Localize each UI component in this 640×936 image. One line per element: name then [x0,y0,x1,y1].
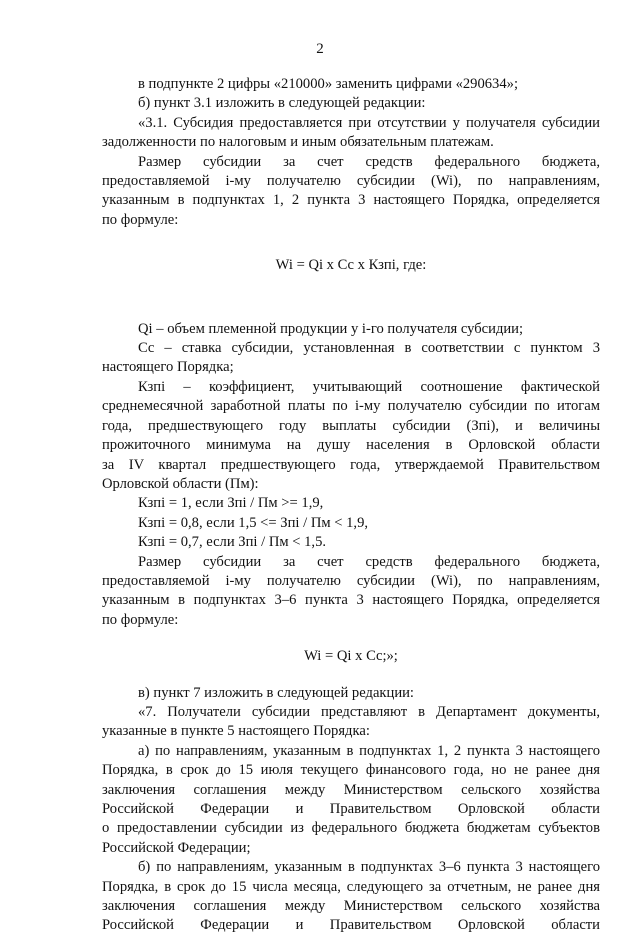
page-number: 2 [316,41,324,57]
spacer [102,630,600,647]
text-line: Кзпi = 0,7, если Зпi / Пм < 1,5. [138,534,327,551]
text-line: Сс – ставка субсидии, установленная в соответствии с пунктом 3 [138,340,600,357]
text-line: среднемесячной заработной платы по i-му получателю субсидии по итогам [102,398,600,415]
formula-2: Wi = Qi х Сс;»; [304,648,398,665]
text-line: Российской Федерации и Правительством Орловской области [102,801,600,817]
text-line: Размер субсидии за счет средств федерального бюджета, [138,153,600,170]
text-line: задолженности по налоговым и иным обязательным платежам. [102,134,494,151]
text-line: б) по направлениям, указанным в подпунктах 3–6 пункта 3 настоящего [138,859,600,876]
text-line: в подпункте 2 цифры «210000» заменить цифрами «290634»; [138,76,518,92]
text-line: Порядка, в срок до 15 июля текущего финансового года, но не ранее дня [102,762,600,779]
text-line: в) пункт 7 изложить в следующей редакции: [138,684,414,701]
text-line: Российской Федерации и Правительством Орловской области [102,917,600,934]
text-line: предоставляемой i-му получателю субсидии (Wi), по направлениям, [102,572,600,589]
text-line: Порядка, в срок до 15 числа месяца, следующего за отчетным, не ранее дня [102,878,600,895]
text-line: Кзпi = 0,8, если 1,5 <= Зпi / Пм < 1,9, [138,514,369,531]
text-line: Орловской области (Пм): [102,475,259,492]
text-line: предоставляемой i-му получателю субсидии (Wi), по направлениям, [102,173,600,190]
text-line: указанным в подпунктах 1, 2 пункта 3 настоящего Порядка, определяется [102,192,600,209]
text-line: указанным в подпунктах 3–6 пункта 3 настоящего Порядка, определяется [102,592,600,609]
text-line: прожиточного минимума на душу населения в Орловской области [102,437,600,454]
text-line: по формуле: [102,211,179,228]
text-line: Кзпi = 1, если Зпi / Пм >= 1,9, [138,495,324,512]
text-line: б) пункт 3.1 изложить в следующей редакции: [138,95,426,112]
text-line: а) по направлениям, указанным в подпунктах 1, 2 пункта 3 настоящего [138,742,600,759]
document-body [102,75,600,936]
text-line: Размер субсидии за счет средств федерального бюджета, [138,553,600,570]
spacer [102,667,600,684]
text-line: Кзпi – коэффициент, учитывающий соотношение фактической [138,378,600,395]
text-line: о предоставлении субсидии из федерального бюджета бюджетам субъектов [102,820,600,837]
spacer [102,276,600,320]
text-line: настоящего Порядка; [102,359,234,376]
text-line: заключения соглашения между Министерством сельского хозяйства [102,781,600,798]
text-line: указанные в пункте 5 настоящего Порядка: [102,723,370,740]
text-line: года, предшествующего году выплаты субсидии (Зпi), и величины [102,417,600,434]
text-line: «3.1. Субсидия предоставляется при отсутствии у получателя субсидии [138,114,600,131]
formula-1: Wi = Qi х Сс х Кзпi, где: [275,257,427,274]
text-line: «7. Получатели субсидии представляют в Департамент документы, [138,703,600,720]
text-line: за IV квартал предшествующего года, утверждаемой Правительством [102,456,600,473]
spacer [102,230,600,256]
text-line: заключения соглашения между Министерством сельского хозяйства [102,898,600,915]
text-line: по формуле: [102,611,179,628]
text-line: Qi – объем племенной продукции у i-го получателя субсидии; [138,320,524,337]
text-line: Российской Федерации; [102,839,251,856]
